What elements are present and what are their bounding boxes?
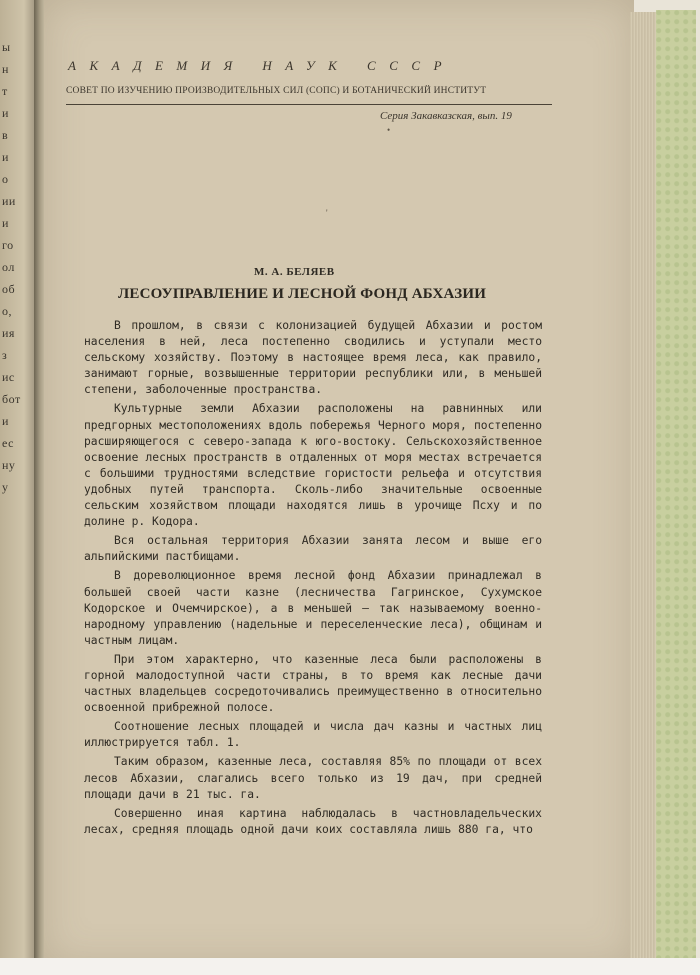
left-page-fragment: об xyxy=(2,282,16,296)
article-author: М. А. БЕЛЯЕВ xyxy=(254,266,335,278)
paragraph: Вся остальная территория Абхазии занята лесом и выше его альпийскими пастбищами. xyxy=(84,534,542,564)
page-speck: • xyxy=(387,125,391,135)
paragraph: В дореволюционное время лесной фонд Абхазии принадлежал в большей своей части казне (лесничества Гагринское, Сухумское Кодорское и Очемчирское), а в меньшей — так называемому военно-народному управлению (надельные и переселенческие леса), общинам и частным лицам. xyxy=(84,569,542,647)
header-rule xyxy=(66,104,552,105)
left-page-fragment: о, xyxy=(2,304,12,318)
left-page-fragment: у xyxy=(2,480,9,494)
article-body xyxy=(84,318,542,838)
left-page-fragment: в xyxy=(2,128,9,142)
paragraph: В прошлом, в связи с колонизацией будущей Абхазии и ростом населения в ней, леса постепенно сводились и уступали место сельскому хозяйству. Поэтому в настоящее время леса, как правило, занимают горные, возвышенные территории республики или, в меньшей степени, заболоченные пространства. xyxy=(84,319,542,397)
left-page-fragment: ес xyxy=(2,436,14,450)
background-surface xyxy=(0,958,700,975)
left-page-fragment: о xyxy=(2,172,9,186)
left-page-fragment: з xyxy=(2,348,8,362)
paragraph: Соотношение лесных площадей и числа дач казны и частных лиц иллюстрируется табл. 1. xyxy=(84,720,542,750)
left-page-fragment: ол xyxy=(2,260,15,274)
left-page-fragment: ну xyxy=(2,458,16,472)
left-page-fragment: и xyxy=(2,150,9,164)
left-page-fragment: ии xyxy=(2,194,16,208)
left-page-fragment: го xyxy=(2,238,14,252)
paragraph: При этом характерно, что казенные леса были расположены в горной малодоступной части страны, в то время как лесные дачи частных владельцев сосредоточивались преимущественно в относительно освоенной прибрежной полосе. xyxy=(84,652,542,715)
left-page-fragment: и xyxy=(2,106,9,120)
paragraph: Совершенно иная картина наблюдалась в частновладельческих лесах, средняя площадь одной дачи коих составляла лишь 880 га, что xyxy=(84,806,542,836)
left-page-fragment: и xyxy=(2,216,9,230)
left-page-fragment: ы xyxy=(2,40,11,54)
article-title: ЛЕСОУПРАВЛЕНИЕ И ЛЕСНОЙ ФОНД АБХАЗИИ xyxy=(118,286,487,302)
left-page-fragment: ия xyxy=(2,326,15,340)
page-speck: ' xyxy=(326,208,328,218)
series-label: Серия Закавказская, вып. 19 xyxy=(380,110,512,122)
header-council: СОВЕТ ПО ИЗУЧЕНИЮ ПРОИЗВОДИТЕЛЬНЫХ СИЛ (СОПС) И БОТАНИЧЕСКИЙ ИНСТИТУТ xyxy=(66,86,487,96)
left-page-fragment: т xyxy=(2,84,8,98)
left-page-fragment: и xyxy=(2,414,9,428)
book-cover-edge xyxy=(656,10,696,960)
left-page-fragment: бот xyxy=(2,392,21,406)
left-page-fragment: ис xyxy=(2,370,15,384)
header-academy: АКАДЕМИЯ НАУК СССР xyxy=(68,58,456,73)
left-page-fragment: н xyxy=(2,62,9,76)
paragraph: Культурные земли Абхазии расположены на равнинных или предгорных местоположениях вдоль побережья Черного моря, постепенно расширяющегося с северо-запада к юго-востоку. Сельскохозяйственное освоение лесных пространств в отдаленных от моря местах встречается с большими трудностями вследствие гористости рельефа и отсутствия удобных путей транспорта. Сколь-либо значительные освоенные сельским хозяйством площади находятся лишь в урочище Псху и по долине р. Кодора. xyxy=(84,402,542,529)
paragraph: Таким образом, казенные леса, составляя 85% по площади от всех лесов Абхазии, слагались всего только из 19 дач, при средней площади дачи в 21 тыс. га. xyxy=(84,755,542,801)
